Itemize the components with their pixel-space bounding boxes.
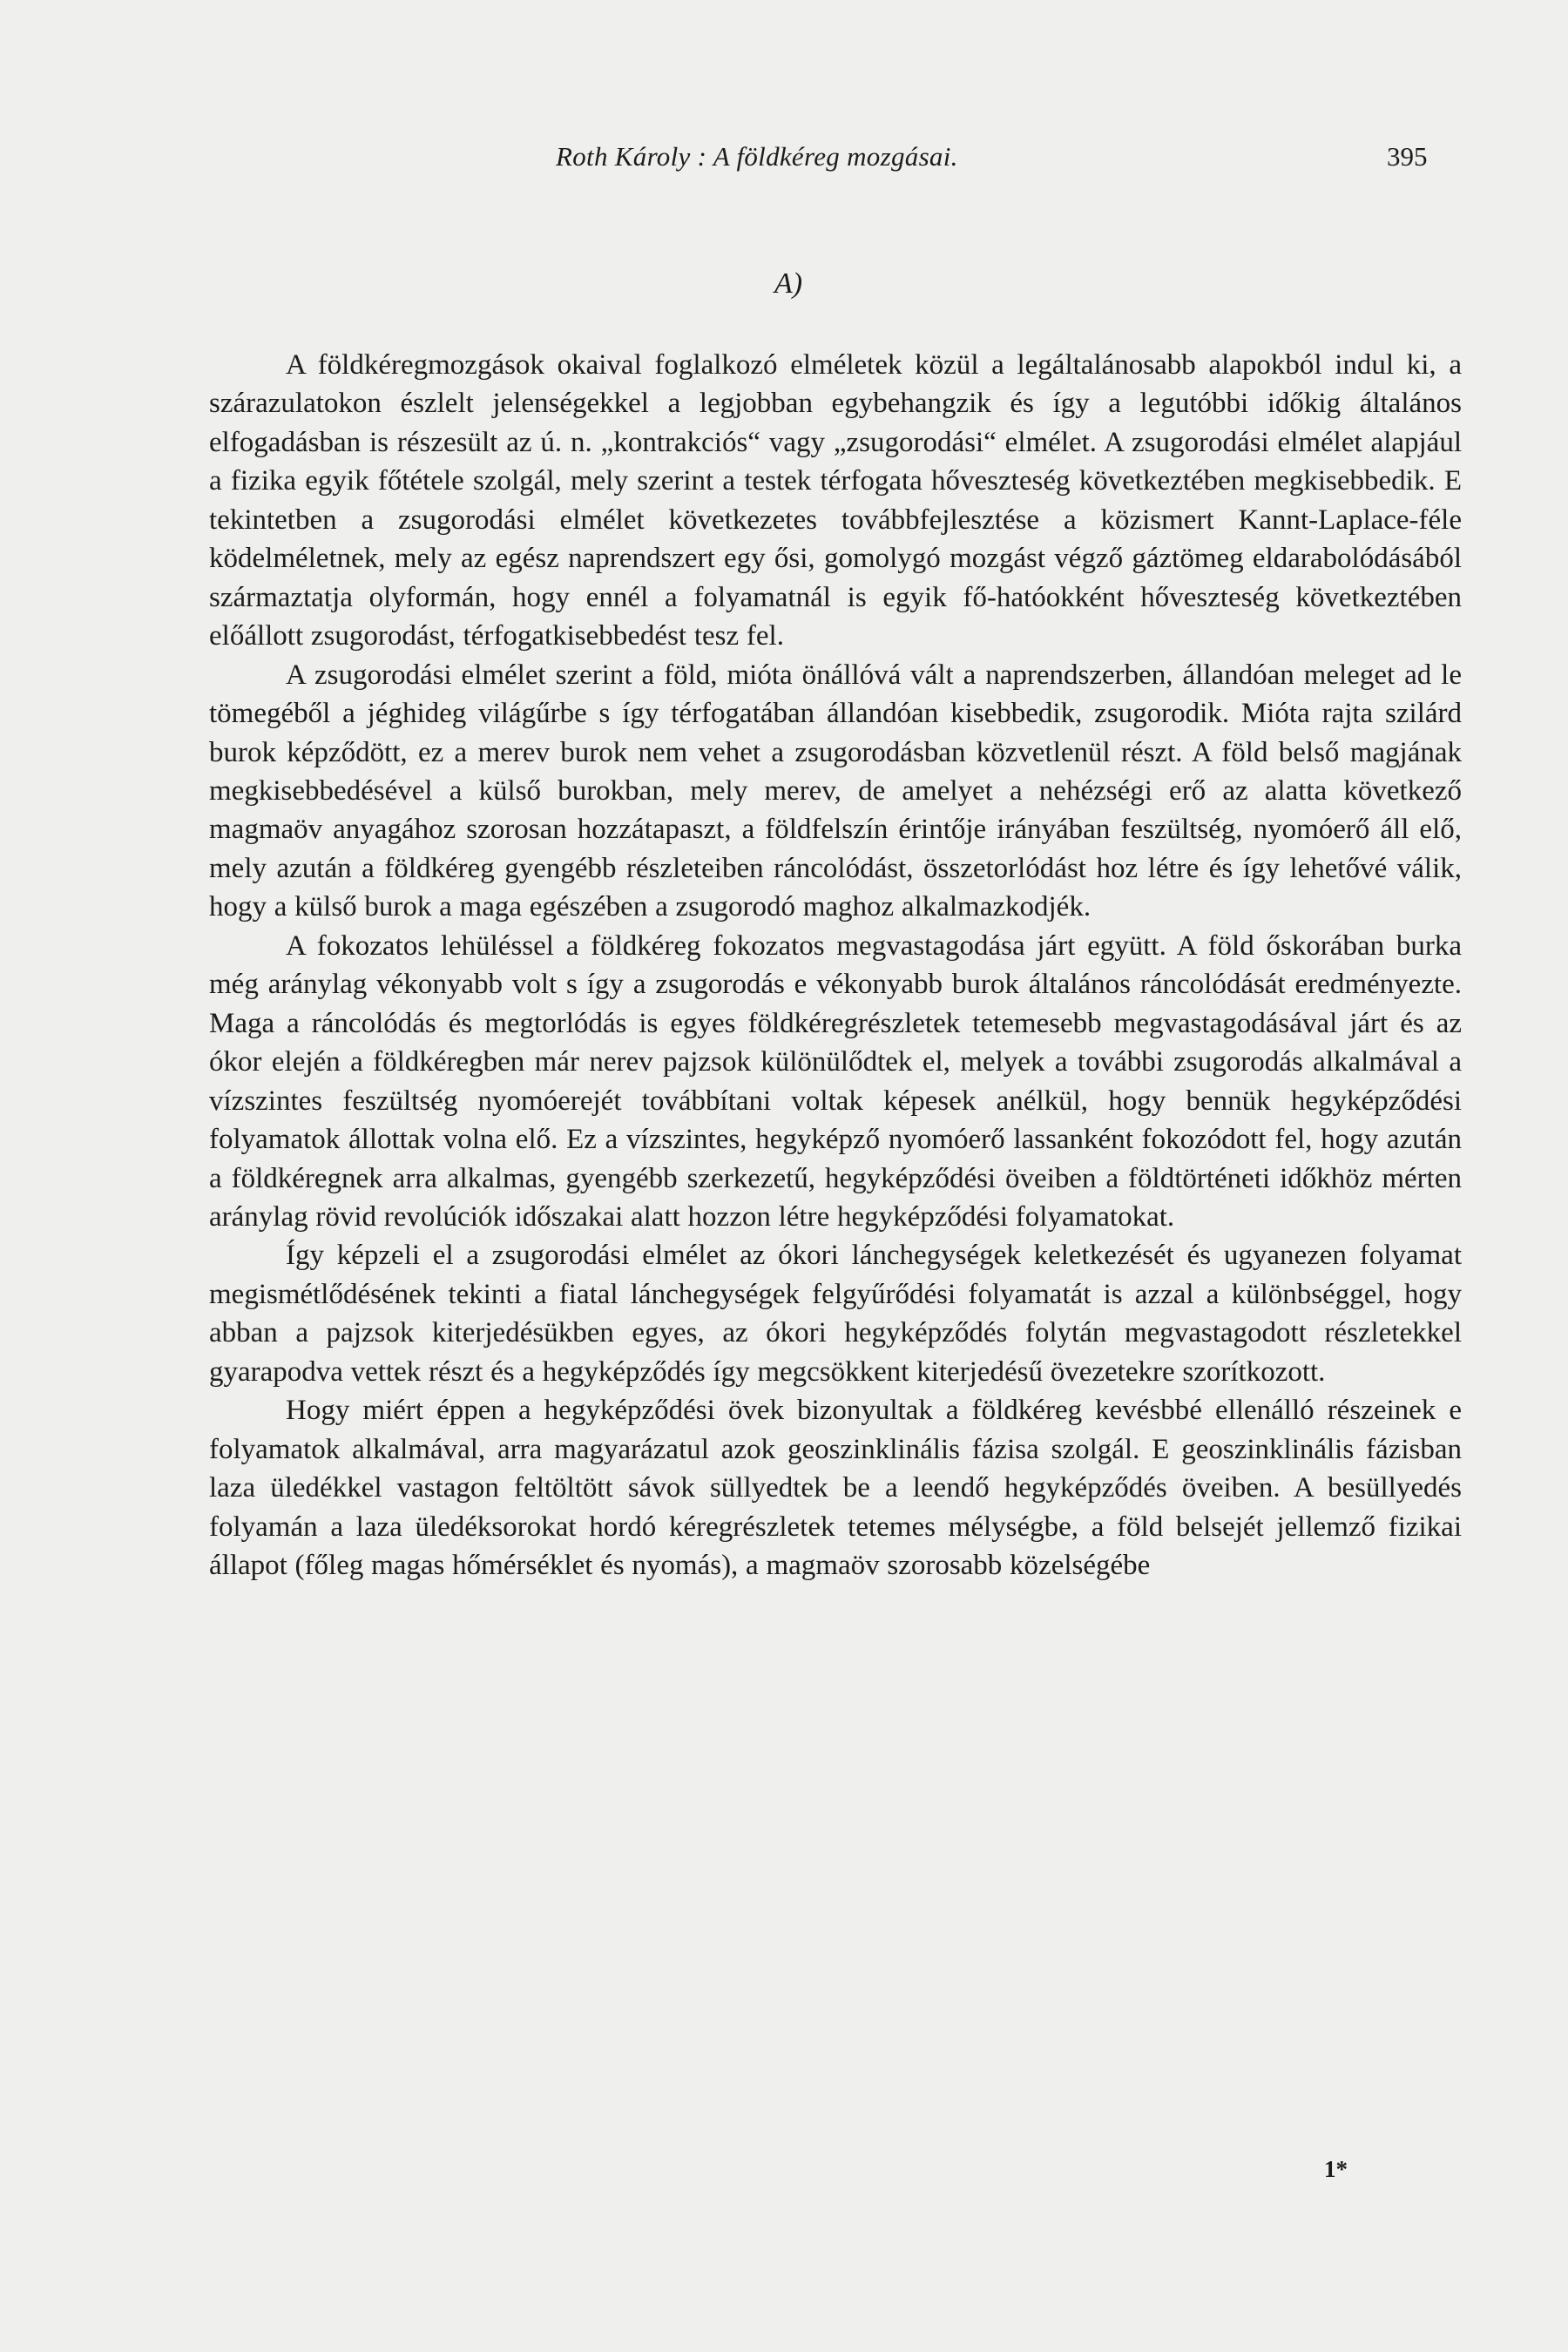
paragraph-5: Hogy miért éppen a hegyképződési övek bizonyultak a földkéreg kevésbbé ellenálló részeinek e folyamatok alkalmával, arra magyarázatul azok geoszinklinális fázisa szolgál. E geoszinklinális fázisban laza üledékkel vastagon feltöltött sávok süllyedtek be a leendő hegyképződés öveiben. A besüllyedés folyamán a laza üledéksorokat hordó kéregrészletek tetemes mélységbe, a föld belsejét jellemző fizikai állapot (főleg magas hőmérséklet és nyomás), a magmaöv szorosabb közelségébe [209,1395,1462,1582]
page-number: 395 [1387,141,1428,172]
running-head [0,141,1568,179]
running-title: Roth Károly : A földkéreg mozgásai. [556,141,958,172]
signature-mark: 1* [1324,2156,1348,2182]
section-heading: A) [774,267,803,300]
body-text [209,346,1462,1585]
paragraph-3: A fokozatos lehüléssel a földkéreg fokozatos megvastagodása járt együtt. A föld őskorában burka még aránylag vékonyabb volt s így a zsugorodás e vékonyabb burok általános ráncolódását eredményezte. Maga a ráncolódás és megtorlódás is egyes földkéregrészletek tetemesebb megvastagodásával járt és az ókor elején a földkéregben már nerev pajzsok különülődtek el, melyek a további zsugorodás alkalmával a vízszintes feszültség nyomóerejét továbbítani voltak képesek anélkül, hogy bennük hegyképződési folyamatok állottak volna elő. Ez a vízszintes, hegyképző nyomóerő lassanként fokozódott fel, hogy azután a földkéregnek arra alkalmas, gyengébb szerkezetű, hegyképződési öveiben a földtörténeti időkhöz mérten aránylag rövid revolúciók időszakai alatt hozzon létre hegyképződési folyamatokat. [209,929,1462,1233]
paragraph-1: A földkéregmozgások okaival foglalkozó elméletek közül a legáltalánosabb alapokból indul ki, a szárazulatokon észlelt jelenségekkel a legjobban egybehangzik és így a legutóbbi időkig általános elfogadásban is részesült az ú. n. „kontrakciós“ vagy „zsugorodási“ elmélet. A zsugorodási elmélet alapjául a fizika egyik főtétele szolgál, mely szerint a testek térfogata hőveszteség következtében megkisebbedik. E tekintetben a zsugorodási elmélet következetes továbbfejlesztése a közismert Kannt-Laplace-féle ködelméletnek, mely az egész naprendszert egy ősi, gomolygó mozgást végző gáztömeg eldarabolódásából származtatja olyformán, hogy ennél a folyamatnál is egyik fő-hatóokként hőveszteség következtében előállott zsugorodást, térfogatkisebbedést tesz fel. [209,349,1462,652]
paragraph-2: A zsugorodási elmélet szerint a föld, mióta önállóvá vált a naprendszerben, állandóan meleget ad le tömegéből a jéghideg világűrbe s így térfogatában állandóan kisebbedik, zsugorodik. Mióta rajta szilárd burok képződött, ez a merev burok nem vehet a zsugorodásban közvetlenül részt. A föld belső magjának megkisebbedésével a külső burokban, mely merev, de amelyet a nehézségi erő az alatta következő magmaöv anyagához szorosan hozzátapaszt, a földfelszín érintője irányában feszültség, nyomóerő áll elő, mely azután a földkéreg gyengébb részleteiben ráncolódást, összetorlódást hoz létre és így lehetővé válik, hogy a külső burok a maga egészében a zsugorodó maghoz alkalmazkodjék. [209,659,1462,923]
paragraph-4: Így képzeli el a zsugorodási elmélet az ókori lánchegységek keletkezését és ugyanezen folyamat megismétlődésének tekinti a fiatal lánchegységek felgyűrődési folyamatát is azzal a különbséggel, hogy abban a pajzsok kiterjedésükben egyes, az ókori hegyképződés folytán megvastagodott részletekkel gyarapodva vettek részt és a hegyképződés így megcsökkent kiterjedésű övezetekre szorítkozott. [209,1240,1462,1388]
